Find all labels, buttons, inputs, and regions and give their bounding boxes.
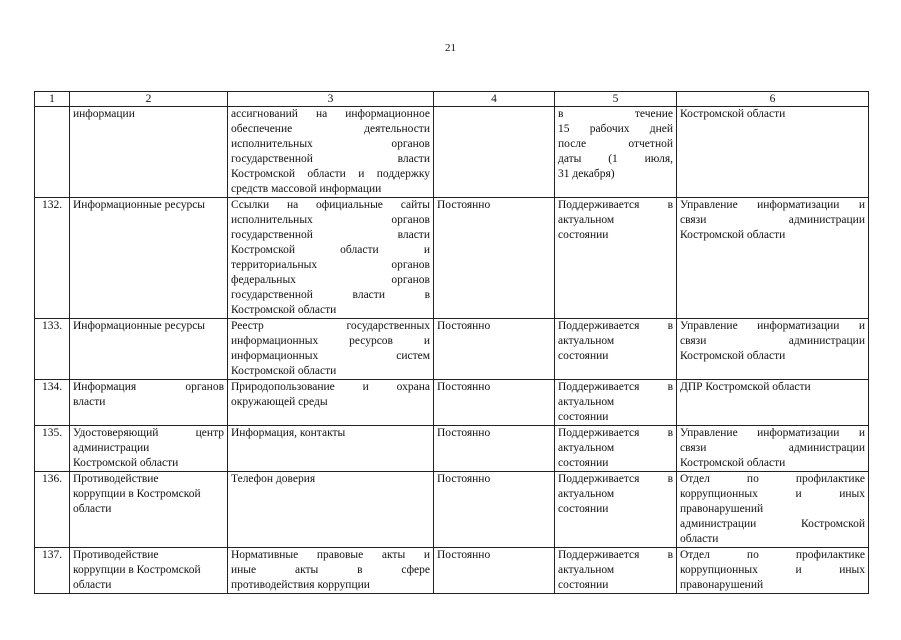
cell-frequency (434, 107, 555, 198)
cell-line: Поддерживается в (558, 381, 673, 393)
cell-number: 134. (35, 380, 70, 426)
cell-responsible (677, 472, 869, 548)
cell-line: Информационные ресурсы (73, 320, 206, 332)
cell-section (70, 319, 228, 380)
cell-line: окружающей среды (231, 396, 328, 408)
cell-line: Костромской области (231, 365, 337, 377)
cell-line: актуальном (558, 564, 615, 576)
cell-line: состоянии (558, 350, 609, 362)
cell-line: состоянии (558, 457, 609, 469)
cell-line: коррупции в Костромской (73, 564, 201, 576)
cell-line: состоянии (558, 229, 609, 241)
cell-line: Управление информатизации и (680, 427, 865, 439)
cell-line: Реестр государственных (231, 320, 430, 332)
cell-frequency (434, 548, 555, 594)
cell-line: актуальном (558, 396, 615, 408)
cell-line: ассигнований на информационное (231, 108, 430, 120)
header-row (35, 92, 869, 107)
header-col-2: 2 (70, 92, 228, 107)
cell-section (70, 380, 228, 426)
cell-line: связи администрации (680, 214, 865, 226)
cell-line: актуальном (558, 214, 615, 226)
cell-frequency (434, 198, 555, 319)
cell-line: Ссылки на официальные сайты (231, 199, 430, 211)
cell-line: Постоянно (437, 427, 491, 439)
cell-line: Поддерживается в (558, 473, 673, 485)
cell-content (228, 426, 434, 472)
cell-line: Костромской области (680, 108, 786, 120)
cell-line: средств массовой информации (231, 183, 382, 195)
cell-line: правонарушений (680, 579, 764, 591)
cell-line: даты (1 июля, (558, 153, 673, 165)
cell-number: 133. (35, 319, 70, 380)
table-row (35, 548, 869, 594)
cell-line: состоянии (558, 503, 609, 515)
table-row (35, 198, 869, 319)
cell-line: Телефон доверия (231, 473, 316, 485)
cell-line: исполнительных органов (231, 138, 430, 150)
cell-line: Управление информатизации и (680, 320, 865, 332)
cell-line: Костромской области и (231, 244, 430, 256)
cell-line: Поддерживается в (558, 549, 673, 561)
cell-line: государственной власти в (231, 289, 430, 301)
cell-deadline (555, 380, 677, 426)
cell-line: власти (73, 396, 106, 408)
cell-line: актуальном (558, 442, 615, 454)
cell-line: администрации Костромской (680, 518, 865, 530)
table-row (35, 319, 869, 380)
cell-line: Постоянно (437, 320, 491, 332)
cell-line: информации (73, 108, 135, 120)
cell-line: связи администрации (680, 442, 865, 454)
cell-line: Постоянно (437, 473, 491, 485)
cell-line: территориальных органов (231, 259, 430, 271)
cell-number: 137. (35, 548, 70, 594)
cell-line: актуальном (558, 488, 615, 500)
cell-deadline (555, 426, 677, 472)
cell-responsible (677, 426, 869, 472)
cell-line: состоянии (558, 579, 609, 591)
cell-responsible (677, 380, 869, 426)
cell-deadline (555, 319, 677, 380)
cell-line: Костромской области и поддержку (231, 168, 430, 180)
cell-content (228, 198, 434, 319)
table-row (35, 472, 869, 548)
cell-line: области (680, 533, 719, 545)
cell-line: коррупционных и иных (680, 488, 865, 500)
cell-line: актуальном (558, 335, 615, 347)
cell-line: ДПР Костромской области (680, 381, 811, 393)
cell-line: области (73, 503, 112, 515)
cell-line: Поддерживается в (558, 199, 673, 211)
page-number: 21 (445, 42, 456, 54)
cell-responsible (677, 198, 869, 319)
cell-deadline (555, 198, 677, 319)
cell-line: Противодействие (73, 473, 159, 485)
cell-line: Информация, контакты (231, 427, 346, 439)
cell-frequency (434, 319, 555, 380)
cell-line: Постоянно (437, 381, 491, 393)
header-col-4: 4 (434, 92, 555, 107)
table-row (35, 426, 869, 472)
cell-line: информационных ресурсов и (231, 335, 430, 347)
cell-line: правонарушений (680, 503, 764, 515)
cell-line: администрации (73, 442, 150, 454)
cell-frequency (434, 380, 555, 426)
cell-section (70, 472, 228, 548)
cell-section (70, 198, 228, 319)
cell-line: государственной власти (231, 229, 430, 241)
cell-line: Управление информатизации и (680, 199, 865, 211)
cell-line: государственной власти (231, 153, 430, 165)
cell-deadline (555, 107, 677, 198)
cell-deadline (555, 472, 677, 548)
cell-line: Удостоверяющий центр (73, 427, 224, 439)
cell-number: 135. (35, 426, 70, 472)
cell-line: после отчетной (558, 138, 673, 150)
cell-line: Поддерживается в (558, 427, 673, 439)
cell-line: в течение (558, 108, 673, 120)
cell-line: Костромской области (73, 457, 179, 469)
header-col-6: 6 (677, 92, 869, 107)
cell-responsible (677, 319, 869, 380)
cell-line: противодействия коррупции (231, 579, 370, 591)
cell-line: обеспечение деятельности (231, 123, 430, 135)
cell-deadline (555, 548, 677, 594)
cell-content (228, 107, 434, 198)
cell-section (70, 548, 228, 594)
records-table (34, 91, 869, 594)
cell-line: Костромской области (680, 457, 786, 469)
cell-line: Отдел по профилактике (680, 473, 865, 485)
cell-line: состоянии (558, 411, 609, 423)
cell-line: 15 рабочих дней (558, 123, 673, 135)
cell-line: Костромской области (231, 304, 337, 316)
cell-line: иные акты в сфере (231, 564, 430, 576)
cell-number: 132. (35, 198, 70, 319)
cell-frequency (434, 472, 555, 548)
cell-line: Постоянно (437, 549, 491, 561)
cell-content (228, 548, 434, 594)
cell-line: Постоянно (437, 199, 491, 211)
header-col-3: 3 (228, 92, 434, 107)
table-row (35, 107, 869, 198)
cell-line: Природопользование и охрана (231, 381, 430, 393)
cell-content (228, 472, 434, 548)
table-row (35, 380, 869, 426)
cell-line: Информационные ресурсы (73, 199, 206, 211)
cell-line: коррупции в Костромской (73, 488, 201, 500)
cell-line: Поддерживается в (558, 320, 673, 332)
cell-section (70, 107, 228, 198)
header-col-1: 1 (35, 92, 70, 107)
cell-line: информационных систем (231, 350, 430, 362)
cell-responsible (677, 548, 869, 594)
cell-content (228, 380, 434, 426)
cell-content (228, 319, 434, 380)
cell-line: области (73, 579, 112, 591)
cell-section (70, 426, 228, 472)
cell-responsible (677, 107, 869, 198)
cell-line: Нормативные правовые акты и (231, 549, 430, 561)
cell-line: Информация органов (73, 381, 224, 393)
cell-line: 31 декабря) (558, 168, 615, 180)
cell-line: федеральных органов (231, 274, 430, 286)
header-col-5: 5 (555, 92, 677, 107)
cell-number (35, 107, 70, 198)
cell-line: Костромской области (680, 350, 786, 362)
cell-line: исполнительных органов (231, 214, 430, 226)
cell-line: связи администрации (680, 335, 865, 347)
cell-line: Отдел по профилактике (680, 549, 865, 561)
cell-number: 136. (35, 472, 70, 548)
cell-frequency (434, 426, 555, 472)
cell-line: Противодействие (73, 549, 159, 561)
cell-line: Костромской области (680, 229, 786, 241)
cell-line: коррупционных и иных (680, 564, 865, 576)
